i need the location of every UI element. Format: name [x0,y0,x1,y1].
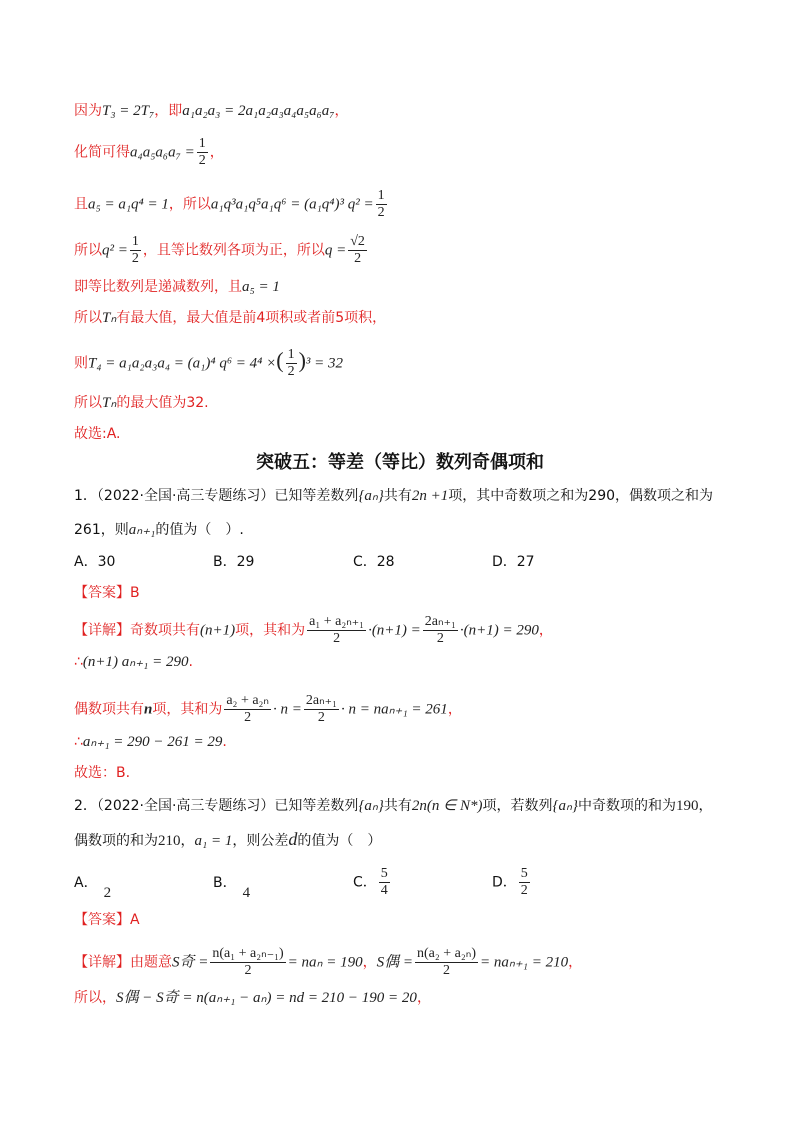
q2-option-b: B．4 [213,875,251,901]
q1-stem-line-1: 1．（2022·全国·高三专题练习）已知等差数列{aₙ}共有2n +1项，其中奇数项之和为290，偶数项之和为 [74,488,714,504]
fraction: $\frac{\text{n(a₂ + a₂ₙ)}}{2}$ [417,946,476,978]
solution-line-6: 所以Tₙ有最大值，最大值是前4项积或者前5项积， [74,310,387,326]
q2-detail-line-2: 所以，S偶 − S奇 = n(aₙ₊₁ − aₙ) = nd = 210 − 190 = 20， [74,990,431,1006]
fraction: $\frac{\text{2aₙ₊₁}}{2}$ [424,614,456,646]
q1-answer: 【答案】B [74,585,140,601]
q1-stem-line-2: 261，则aₙ₊₁的值为（ ）. [74,522,244,538]
solution-line-5: 即等比数列是递减数列，且a₅ = 1 [74,279,280,295]
solution-line-7: 则T₄ = a₁a₂a₃a₄ = (a₁)⁴ q⁶ = 4⁴ ×( $\frac{1}{2}$ )³ = 32 [74,347,344,379]
fraction: $\frac{\text{a₂ + a₂ₙ}}{2}$ [226,693,270,725]
q2-option-c: C． $\frac{5}{4}$ [353,866,388,898]
q1-option-b: B．29 [213,554,255,570]
q1-detail-line-5: 故选：B. [74,765,131,781]
q2-stem-line-1: 2．（2022·全国·高三专题练习）已知等差数列{aₙ}共有2n(n ∈ N*)项，若数列{aₙ}中奇数项的和为190， [74,798,713,814]
solution-line-3: 且a₅ = a₁q⁴ = 1，所以a₁q³a₁q⁵a₁q⁶ = (a₁q⁴)³ q² = $\frac{1}{2}$ [74,188,385,220]
fraction: $\frac{\text{2aₙ₊₁}}{2}$ [305,693,337,725]
fraction: $\frac{√2}{2}$ [350,234,365,266]
q1-option-a: A．30 [74,554,116,570]
q1-detail-line-3: 偶数项共有n项，其和为 $\frac{\text{a₂ + a₂ₙ}}{2}$ · n = $\frac{\text{2aₙ₊₁}}{2}$ · n = naₙ₊₁ = 261， [74,693,462,725]
fraction: $\frac{\text{a₁ + a₂ₙ₊₁}}{2}$ [309,614,365,646]
fraction: $\frac{1}{2}$ [377,188,385,220]
q1-option-c: C．28 [353,554,395,570]
q2-option-a: A．2 [74,875,112,901]
fraction: $\frac{1}{2}$ [131,234,139,266]
solution-line-9: 故选:A. [74,426,121,442]
q2-detail-line-1: 【详解】由题意S奇 = $\frac{\text{n(a₁ + a₂ₙ₋₁)}}{2}$ = naₙ = 190，S偶 = $\frac{\text{n(a₂ + a₂ₙ)}}{2}$ = naₙ₊₁ = 210， [74,946,583,978]
solution-line-8: 所以Tₙ的最大值为32. [74,395,209,411]
q1-detail-line-1: 【详解】奇数项共有(n+1)项，其和为 $\frac{\text{a₁ + a₂ₙ₊₁}}{2}$ ·(n+1) = $\frac{\text{2aₙ₊₁}}{2}$ ·(n+1) = 290， [74,614,553,646]
q1-option-d: D．27 [492,554,535,570]
q2-option-d: D． $\frac{5}{2}$ [492,866,528,898]
solution-line-4: 所以q² = $\frac{1}{2}$ ，且等比数列各项为正，所以q = $\frac{√2}{2}$ [74,234,365,266]
q2-answer: 【答案】A [74,912,140,928]
q1-detail-line-4: ∴aₙ₊₁ = 290 − 261 = 29. [74,734,227,750]
q1-detail-line-2: ∴(n+1) aₙ₊₁ = 290. [74,654,193,670]
section-title: 突破五：等差（等比）数列奇偶项和 [256,452,544,473]
fraction: $\frac{5}{4}$ [380,866,388,898]
solution-line-2: 化简可得a₄a₅a₆a₇ = $\frac{1}{2}$ ， [74,136,224,168]
fraction: $\frac{\text{n(a₁ + a₂ₙ₋₁)}}{2}$ [212,946,284,978]
q2-stem-line-2: 偶数项的和为210，a₁ = 1，则公差d的值为（ ） [74,829,382,849]
solution-line-1: 因为T₃ = 2T₇，即a₁a₂a₃ = 2a₁a₂a₃a₄a₅a₆a₇， [74,103,349,119]
fraction: $\frac{1}{2}$ [287,347,295,379]
fraction: $\frac{1}{2}$ [198,136,206,168]
fraction: $\frac{5}{2}$ [520,866,528,898]
